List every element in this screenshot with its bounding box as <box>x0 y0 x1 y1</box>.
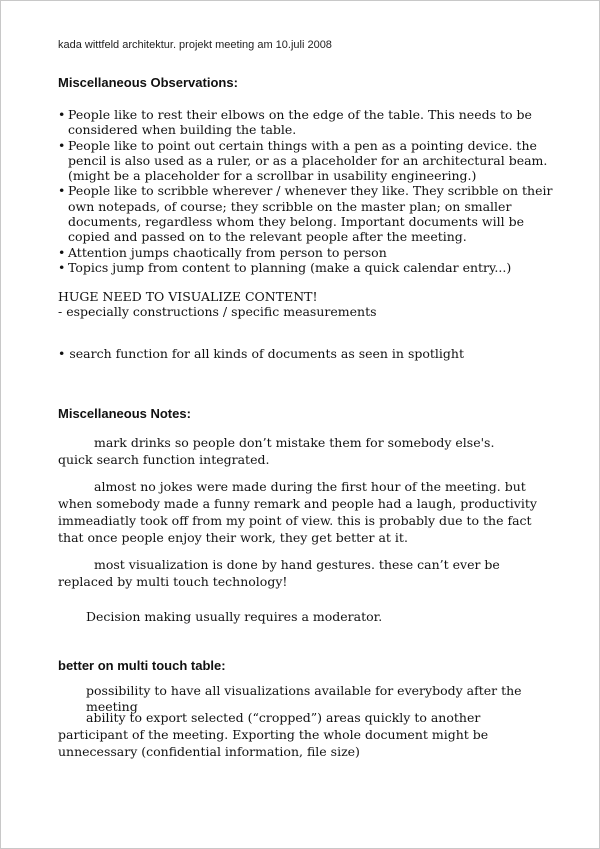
huge-need-heading: HUGE NEED TO VISUALIZE CONTENT! <box>58 289 318 304</box>
list-item: • People like to rest their elbows on the edge of the table. This needs to be considered when building the table. <box>58 107 558 138</box>
note-jokes: almost no jokes were made during the first hour of the meeting. but when somebody made a funny remark and people had a laugh, productivity immeadiatly took off from my point of view. this is probably due to the fact that once people enjoy their work, they get better at it. <box>58 479 537 545</box>
document-header: kada wittfeld architektur. projekt meeting am 10.juli 2008 <box>58 39 332 51</box>
note-quick-search: quick search function integrated. <box>58 452 270 467</box>
heading-miscellaneous-observations: Miscellaneous Observations: <box>58 75 238 90</box>
observations-list <box>58 107 558 275</box>
list-item: • People like to scribble wherever / whenever they like. They scribble on their own notepads, of course; they scribble on the master plan; on smaller documents, regardless whom they belong. Important documents will be copied and passed on to the relevant people after the meeting. <box>58 183 558 244</box>
note-possibility: possibility to have all visualizations available for everybody after the meeting <box>86 683 522 714</box>
heading-better-on-multi-touch-table: better on multi touch table: <box>58 658 226 673</box>
heading-miscellaneous-notes: Miscellaneous Notes: <box>58 406 191 421</box>
note-drinks: mark drinks so people don’t mistake them for somebody else's. <box>94 435 495 450</box>
list-item: • Topics jump from content to planning (make a quick calendar entry...) <box>58 260 558 275</box>
list-item: • Attention jumps chaotically from person to person <box>58 245 558 260</box>
note-decision: Decision making usually requires a moderator. <box>86 609 383 624</box>
search-function-note: • search function for all kinds of documents as seen in spotlight <box>58 346 464 361</box>
note-gestures: most visualization is done by hand gestures. these can’t ever be replaced by multi touch technology! <box>58 557 500 589</box>
list-item: • People like to point out certain things with a pen as a pointing device. the pencil is also used as a ruler, or as a placeholder for an architectural beam. (might be a placeholder for a scrollbar in usability engineering.) <box>58 138 558 184</box>
note-export: ability to export selected (“cropped”) areas quickly to another participant of the meeting. Exporting the whole document might be unnecessary (confidential information, file size) <box>58 710 489 759</box>
huge-need-detail: - especially constructions / specific measurements <box>58 304 377 319</box>
